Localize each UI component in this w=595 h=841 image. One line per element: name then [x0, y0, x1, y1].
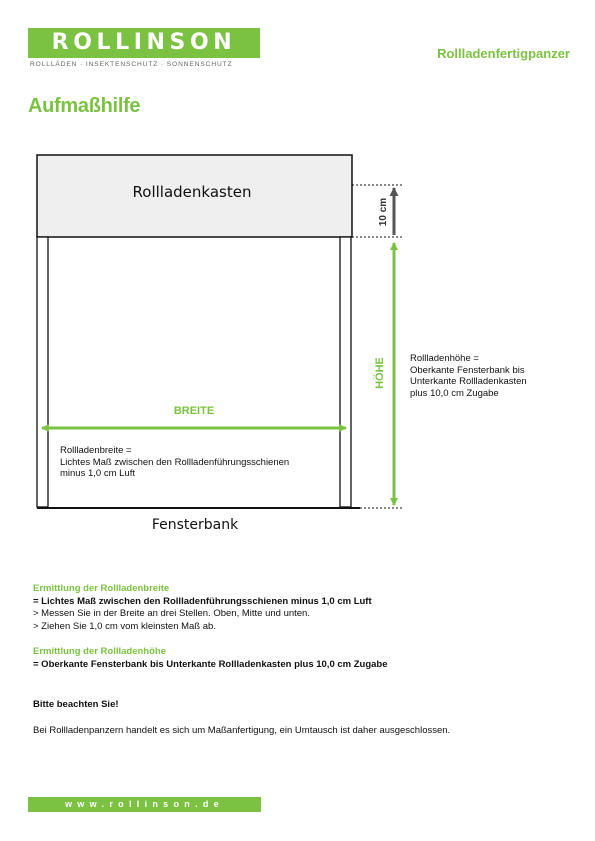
width-note-line: Rollladenbreite =	[60, 445, 132, 456]
height-note-line: Unterkante Rollladenkasten	[410, 376, 527, 387]
width-note-line: Lichtes Maß zwischen den Rollladenführungsschienen	[60, 456, 290, 468]
section-formula: = Lichtes Maß zwischen den Rollladenführungsschienen minus 1,0 cm Luft	[33, 595, 372, 607]
section-heading: Ermittlung der Rollladenbreite	[33, 583, 170, 594]
notice-text: Bei Rollladenpanzern handelt es sich um Maßanfertigung, ein Umtausch ist daher ausgeschlossen.	[33, 725, 451, 736]
website-link[interactable]: www.rollinson.de	[65, 799, 224, 809]
window-sill-label: Fensterbank	[151, 517, 239, 533]
box-height-label: 10 cm	[378, 197, 389, 227]
right-guide-rail	[340, 237, 351, 507]
page-title: Aufmaßhilfe	[28, 95, 141, 117]
width-instructions	[33, 583, 573, 633]
left-guide-rail	[37, 237, 48, 507]
header-title: Rollladenfertigpanzer	[437, 46, 570, 61]
height-note	[410, 353, 560, 399]
width-note	[60, 445, 340, 480]
width-note-line: minus 1,0 cm Luft	[60, 468, 135, 479]
section-step: > Ziehen Sie 1,0 cm vom kleinsten Maß ab.	[33, 620, 216, 632]
height-note-line: Oberkante Fensterbank bis	[410, 364, 525, 376]
width-label: BREITE	[173, 405, 215, 417]
height-instructions	[33, 646, 573, 671]
section-formula: = Oberkante Fensterbank bis Unterkante Rollladenkasten plus 10,0 cm Zugabe	[33, 658, 388, 670]
section-heading: Ermittlung der Rollladenhöhe	[33, 646, 167, 657]
height-label: HÖHE	[374, 357, 386, 389]
height-note-line: Rollladenhöhe =	[410, 353, 479, 364]
height-note-line: plus 10,0 cm Zugabe	[410, 387, 499, 399]
shutter-box-label: Rollladenkasten	[132, 183, 252, 201]
notice-title: Bitte beachten Sie!	[33, 699, 119, 710]
section-step: > Messen Sie in der Breite an drei Stellen. Oben, Mitte und unten.	[33, 608, 310, 619]
brand-tagline: ROLLLÄDEN · INSEKTENSCHUTZ · SONNENSCHUTZ	[30, 61, 233, 68]
brand-logo: ROLLINSON	[51, 30, 237, 55]
